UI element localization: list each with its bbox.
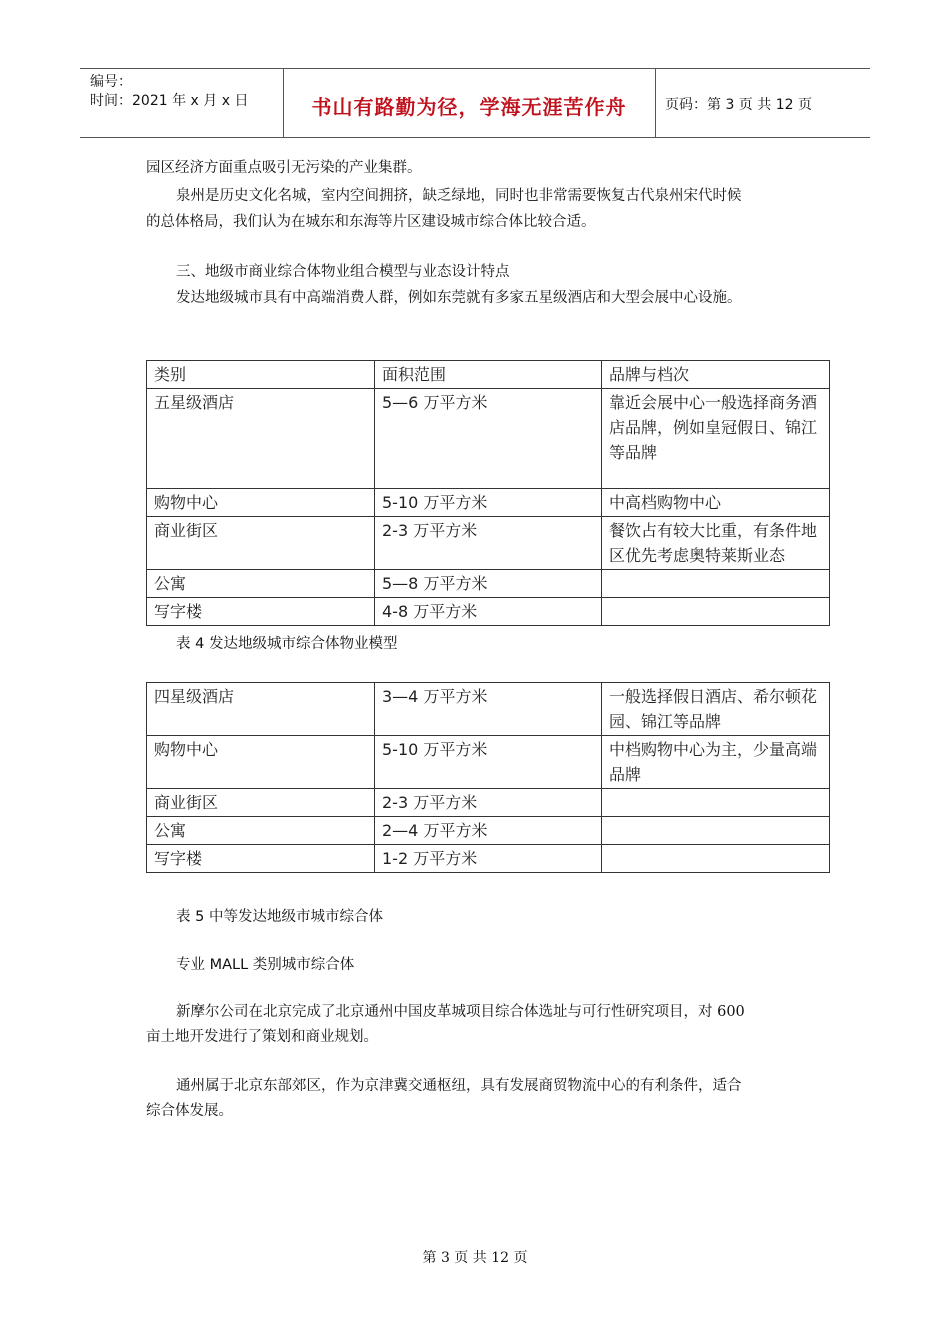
table-cell: 一般选择假日酒店、希尔顿花园、锦江等品牌 xyxy=(602,683,830,736)
table-cell: 公寓 xyxy=(147,817,375,845)
header-number: 编号： xyxy=(90,74,132,90)
table-row xyxy=(147,789,830,817)
table-header-cell: 面积范围 xyxy=(375,361,602,389)
table-cell xyxy=(602,598,830,626)
table-cell: 公寓 xyxy=(147,570,375,598)
body-line: 综合体发展。 xyxy=(146,1103,233,1119)
page-footer: 第 3 页 共 12 页 xyxy=(422,1250,528,1266)
table-cell: 购物中心 xyxy=(147,489,375,517)
body-line: 发达地级城市具有中高端消费人群，例如东莞就有多家五星级酒店和大型会展中心设施。 xyxy=(176,290,742,306)
table-header-row xyxy=(147,361,830,389)
page-header xyxy=(80,68,870,138)
table-cell xyxy=(602,789,830,817)
table-caption: 表 5 中等发达地级市城市综合体 xyxy=(176,909,383,925)
table-cell: 中档购物中心为主，少量高端品牌 xyxy=(602,736,830,789)
table-header-cell: 品牌与档次 xyxy=(602,361,830,389)
table-cell: 5-10 万平方米 xyxy=(375,489,602,517)
header-motto: 书山有路勤为径，学海无涯苦作舟 xyxy=(311,95,627,119)
body-line: 新摩尔公司在北京完成了北京通州中国皮革城项目综合体选址与可行性研究项目，对 600 xyxy=(176,1004,745,1020)
table-cell xyxy=(602,570,830,598)
table-header-cell: 类别 xyxy=(147,361,375,389)
table-cell: 五星级酒店 xyxy=(147,389,375,489)
table-5 xyxy=(146,682,830,873)
table-cell: 5—8 万平方米 xyxy=(375,570,602,598)
table-cell: 5—6 万平方米 xyxy=(375,389,602,489)
body-line: 的总体格局，我们认为在城东和东海等片区建设城市综合体比较合适。 xyxy=(146,214,596,230)
table-row xyxy=(147,570,830,598)
table-cell: 2-3 万平方米 xyxy=(375,789,602,817)
table-row xyxy=(147,845,830,873)
body-line: 泉州是历史文化名城，室内空间拥挤，缺乏绿地，同时也非常需要恢复古代泉州宋代时候 xyxy=(176,188,742,204)
table-4 xyxy=(146,360,830,626)
body-line: 园区经济方面重点吸引无污染的产业集群。 xyxy=(146,160,422,176)
table-row xyxy=(147,389,830,489)
table-cell: 中高档购物中心 xyxy=(602,489,830,517)
header-time: 时间：2021 年 x 月 x 日 xyxy=(90,93,249,109)
table-cell: 商业街区 xyxy=(147,789,375,817)
table-cell: 2—4 万平方米 xyxy=(375,817,602,845)
table-row xyxy=(147,598,830,626)
body-line: 亩土地开发进行了策划和商业规划。 xyxy=(146,1029,378,1045)
table-cell: 四星级酒店 xyxy=(147,683,375,736)
body-line: 通州属于北京东部郊区，作为京津冀交通枢纽，具有发展商贸物流中心的有利条件，适合 xyxy=(176,1078,742,1094)
table-cell: 3—4 万平方米 xyxy=(375,683,602,736)
header-page-info: 页码：第 3 页 共 12 页 xyxy=(665,97,812,113)
table-caption: 表 4 发达地级城市综合体物业模型 xyxy=(176,636,398,652)
table-cell: 写字楼 xyxy=(147,845,375,873)
table-cell: 写字楼 xyxy=(147,598,375,626)
header-divider xyxy=(655,69,656,137)
table-cell: 靠近会展中心一般选择商务酒店品牌，例如皇冠假日、锦江等品牌 xyxy=(602,389,830,489)
header-meta xyxy=(90,73,248,111)
table-row xyxy=(147,489,830,517)
table-cell: 餐饮占有较大比重，有条件地区优先考虑奥特莱斯业态 xyxy=(602,517,830,570)
table-cell: 5-10 万平方米 xyxy=(375,736,602,789)
table-row xyxy=(147,817,830,845)
subsection-heading: 专业 MALL 类别城市综合体 xyxy=(176,957,355,973)
table-cell: 4-8 万平方米 xyxy=(375,598,602,626)
table-cell: 商业街区 xyxy=(147,517,375,570)
table-cell xyxy=(602,817,830,845)
table-row xyxy=(147,736,830,789)
table-cell: 1-2 万平方米 xyxy=(375,845,602,873)
section-heading: 三、地级市商业综合体物业组合模型与业态设计特点 xyxy=(176,264,510,280)
table-cell xyxy=(602,845,830,873)
table-cell: 2-3 万平方米 xyxy=(375,517,602,570)
table-row xyxy=(147,683,830,736)
table-row xyxy=(147,517,830,570)
table-cell: 购物中心 xyxy=(147,736,375,789)
